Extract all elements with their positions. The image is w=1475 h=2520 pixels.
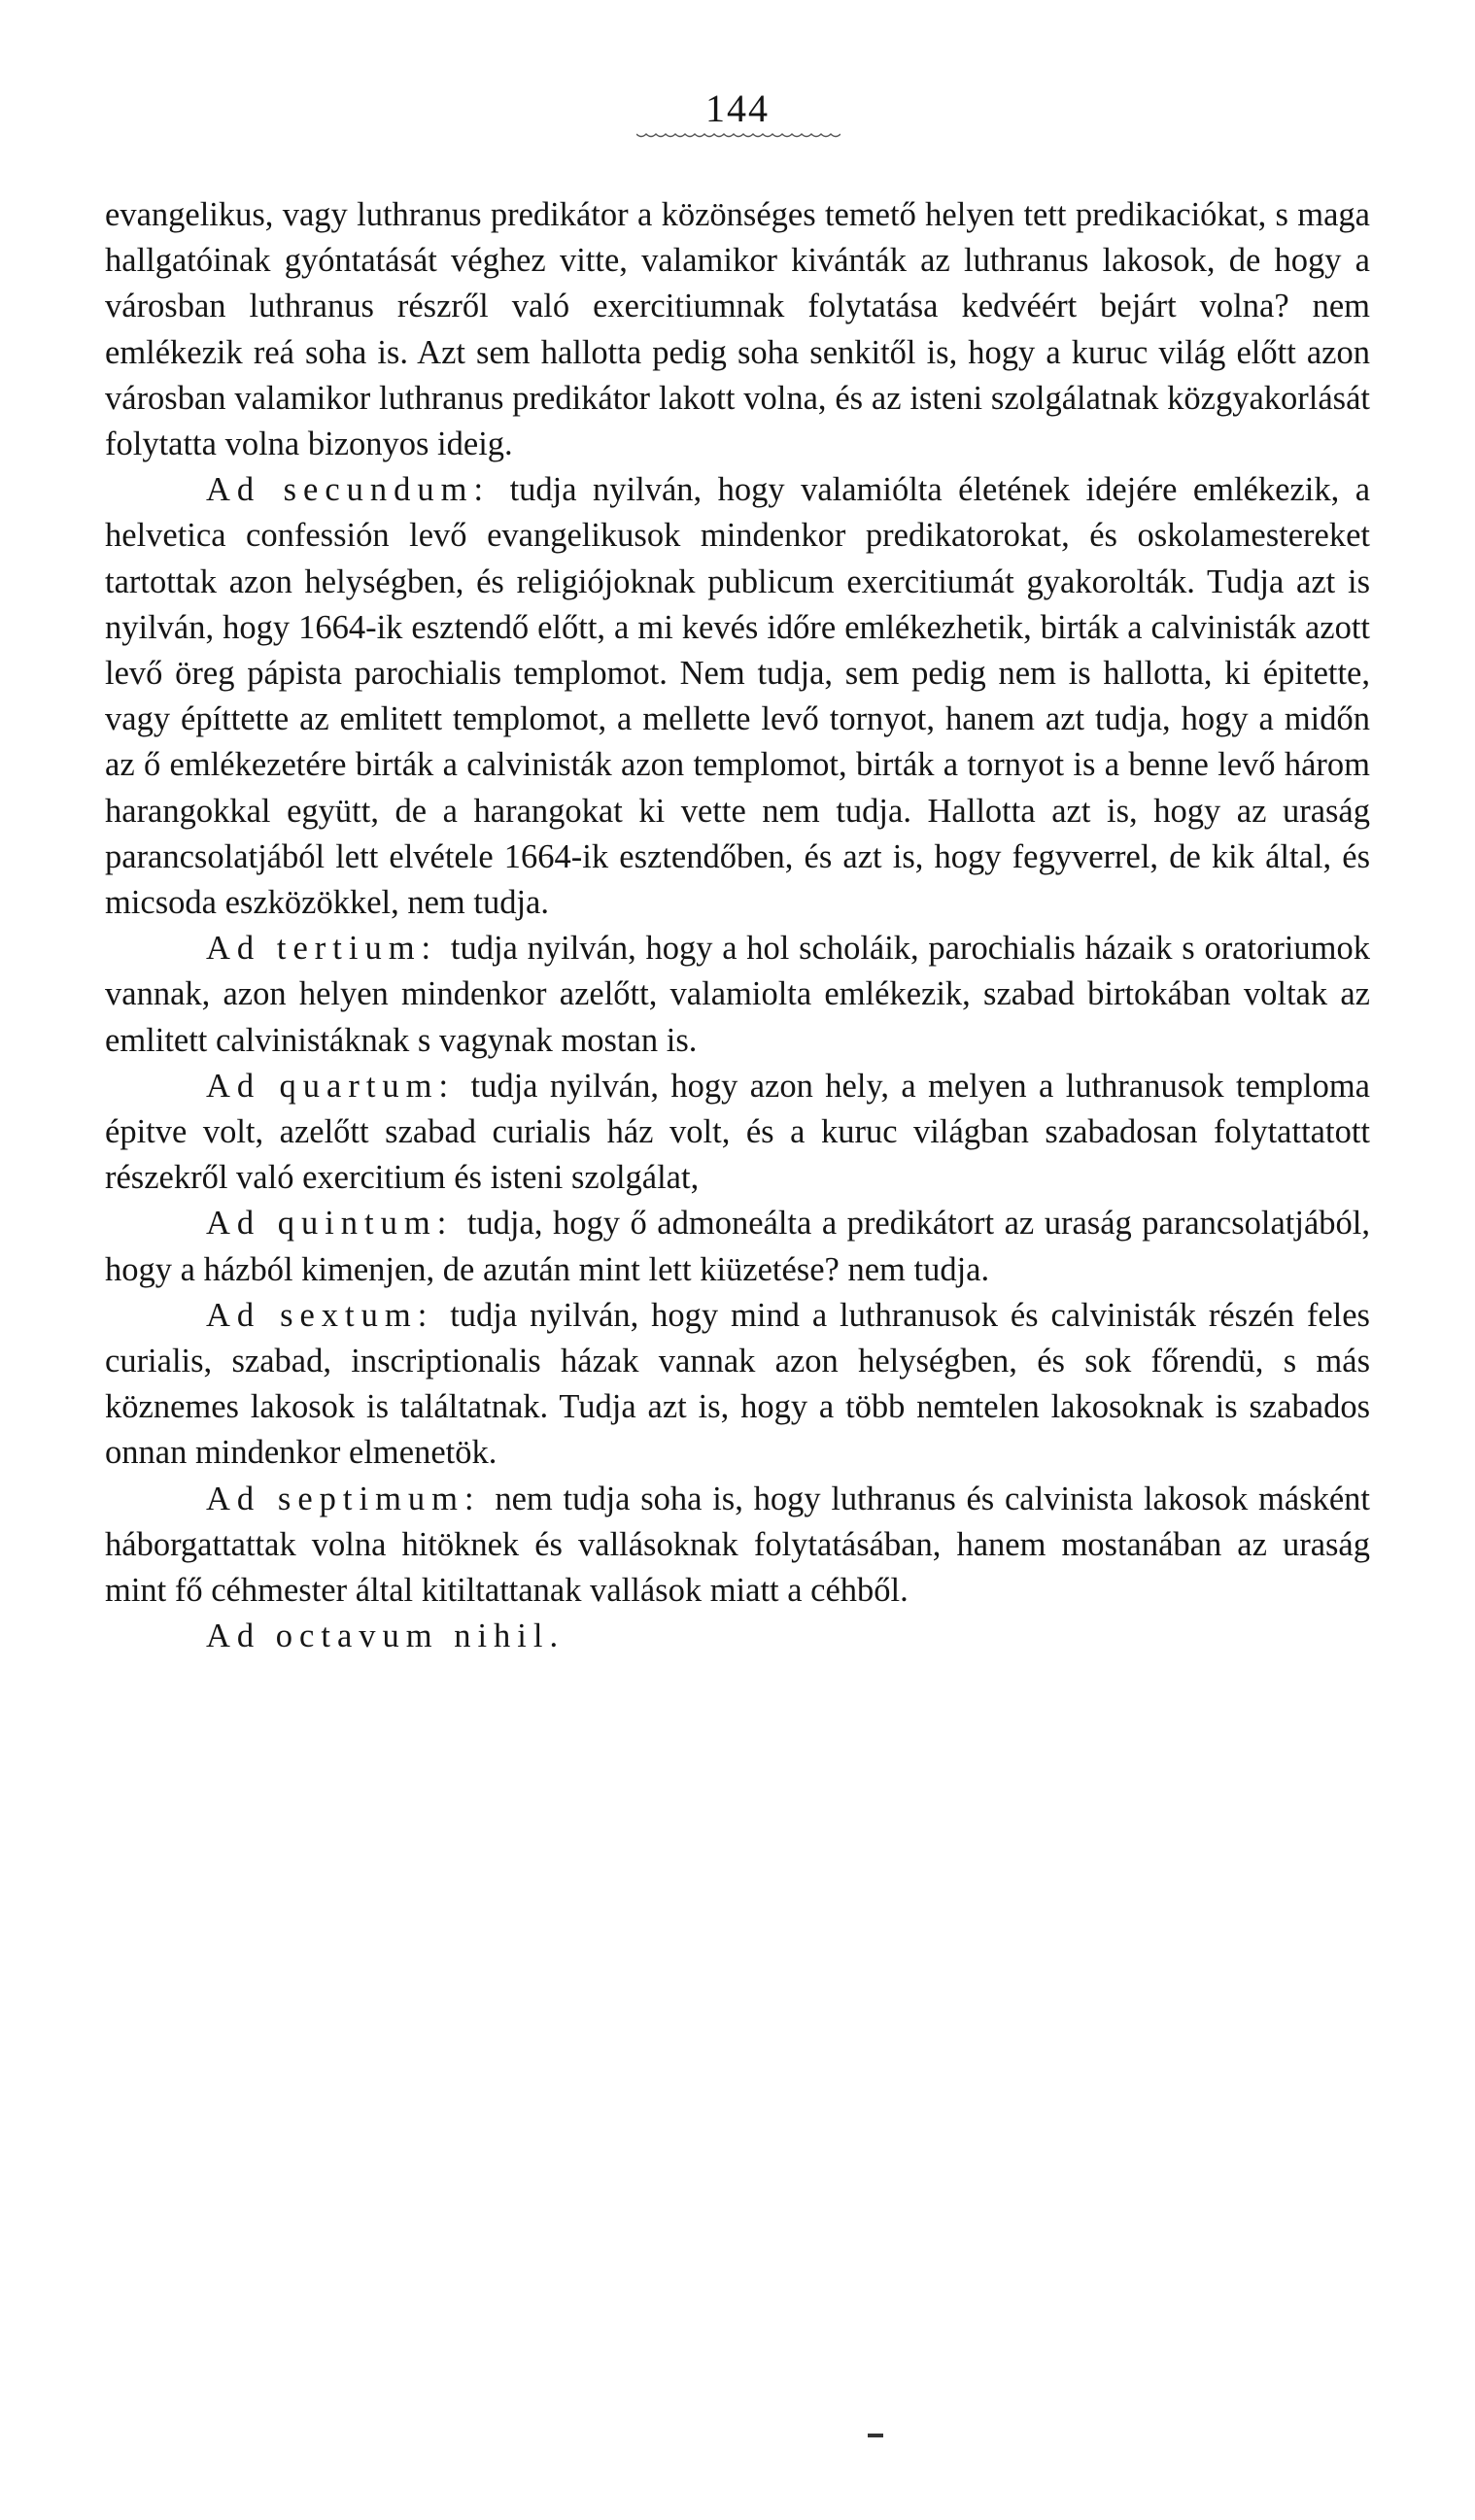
paragraph-ad-quintum	[105, 1201, 1370, 1292]
paragraph-text: tudja nyilván, hogy valamiólta életének idejére emlékezik, a helvetica confessión levő evangelikusok mindenkor predikatorokat, és oskolamestereket tartottak azon helységben, és religiójoknak publicum exercitiumát gyakorolták. Tudja azt is nyilván, hogy 1664-ik esztendő előtt, a mi kevés időre emlékezhetik, birták a calvinisták azott levő öreg pápista parochialis templomot. Nem tudja, sem pedig nem is hallotta, ki épitette, vagy építtette az emlitett templomot, a mellette levő tornyot, hanem azt tudja, hogy a midőn az ő emlékezetére birták a calvinisták azon templomot, birták a tornyot is a benne levő három harangokkal együtt, de a harangokat ki vette nem tudja. Hallotta azt is, hogy az uraság parancsolatjából lett elvétele 1664-ik esztendőben, és azt is, hogy fegyverrel, de kik által, és micsoda eszközökkel, nem tudja.	[105, 471, 1371, 922]
paragraph-lead: Ad secundum:	[206, 471, 491, 509]
print-mark	[868, 2434, 883, 2437]
decorative-rule	[636, 130, 840, 140]
paragraph-lead: Ad quintum:	[206, 1205, 454, 1243]
paragraph-lead: Ad septimum:	[206, 1480, 481, 1517]
paragraph-text: evangelikus, vagy luthranus predikátor a közönséges temető helyen tett predikaciókat, s maga hallgatóinak gyóntatását véghez vitte, valamikor kivánták az luthranus lakosok, de hogy a városban luthranus részről való exercitiumnak folytatása kedvéért bejárt volna? nem emlékezik reá soha is. Azt sem hallotta pedig soha senkitől is, hogy a kuruc világ előtt azon városban valamikor luthranus predikátor lakott volna, és az isteni szolgálatnak közgyakorlását folytatta volna bizonyos ideig.	[105, 196, 1370, 463]
paragraph-ad-sextum	[105, 1293, 1370, 1477]
paragraph-lead: Ad octavum nihil.	[206, 1618, 566, 1655]
page-number: 144	[705, 86, 770, 130]
paragraph-lead: Ad quartum:	[206, 1067, 456, 1105]
paragraph-text: tudja nyilván, hogy mind a luthranusok és calvinisták részén feles curialis, szabad, inscriptionalis házak vannak azon helységben, és sok főrendü, s más köznemes lakosok is találtatnak. Tudja azt is, hogy a több nemtelen lakosoknak is szabados onnan mindenkor elmenetök.	[105, 1296, 1370, 1472]
body-text	[105, 192, 1370, 1660]
paragraph-text: nem tudja soha is, hogy luthranus és calvinista lakosok másként háborgattattak volna hitöknek és vallásoknak folytatásában, hanem mostanában az uraság mint fő céhmester által kitiltattanak vallások miatt a céhből.	[105, 1480, 1370, 1610]
paragraph-lead: Ad sextum:	[206, 1296, 434, 1334]
paragraph-text: tudja, hogy ő admoneálta a predikátort az uraság parancsolatjából, hogy a házból kimenjen, de azután mint lett kiüzetése? nem tudja.	[105, 1205, 1371, 1288]
paragraph-text: tudja nyilván, hogy azon hely, a melyen a luthranusok temploma épitve volt, azelőtt szabad curialis ház volt, és a kuruc világban szabadosan folytattatott részekről való exercitium és isteni szolgálat,	[105, 1067, 1370, 1197]
paragraph-text: tudja nyilván, hogy a hol scholáik, parochialis házaik s oratoriumok vannak, azon helyen mindenkor azelőtt, valamiolta emlékezik, szabad birtokában voltak az emlitett calvinistáknak s vagynak mostan is.	[105, 930, 1370, 1059]
paragraph-ad-septimum	[105, 1477, 1370, 1615]
paragraph-ad-secundum	[105, 467, 1370, 926]
paragraph-ad-quartum	[105, 1064, 1370, 1202]
paragraph-intro	[105, 192, 1370, 467]
paragraph-lead: Ad tertium:	[206, 930, 438, 968]
paragraph-ad-octavum	[105, 1614, 1370, 1659]
paragraph-ad-tertium	[105, 926, 1370, 1064]
